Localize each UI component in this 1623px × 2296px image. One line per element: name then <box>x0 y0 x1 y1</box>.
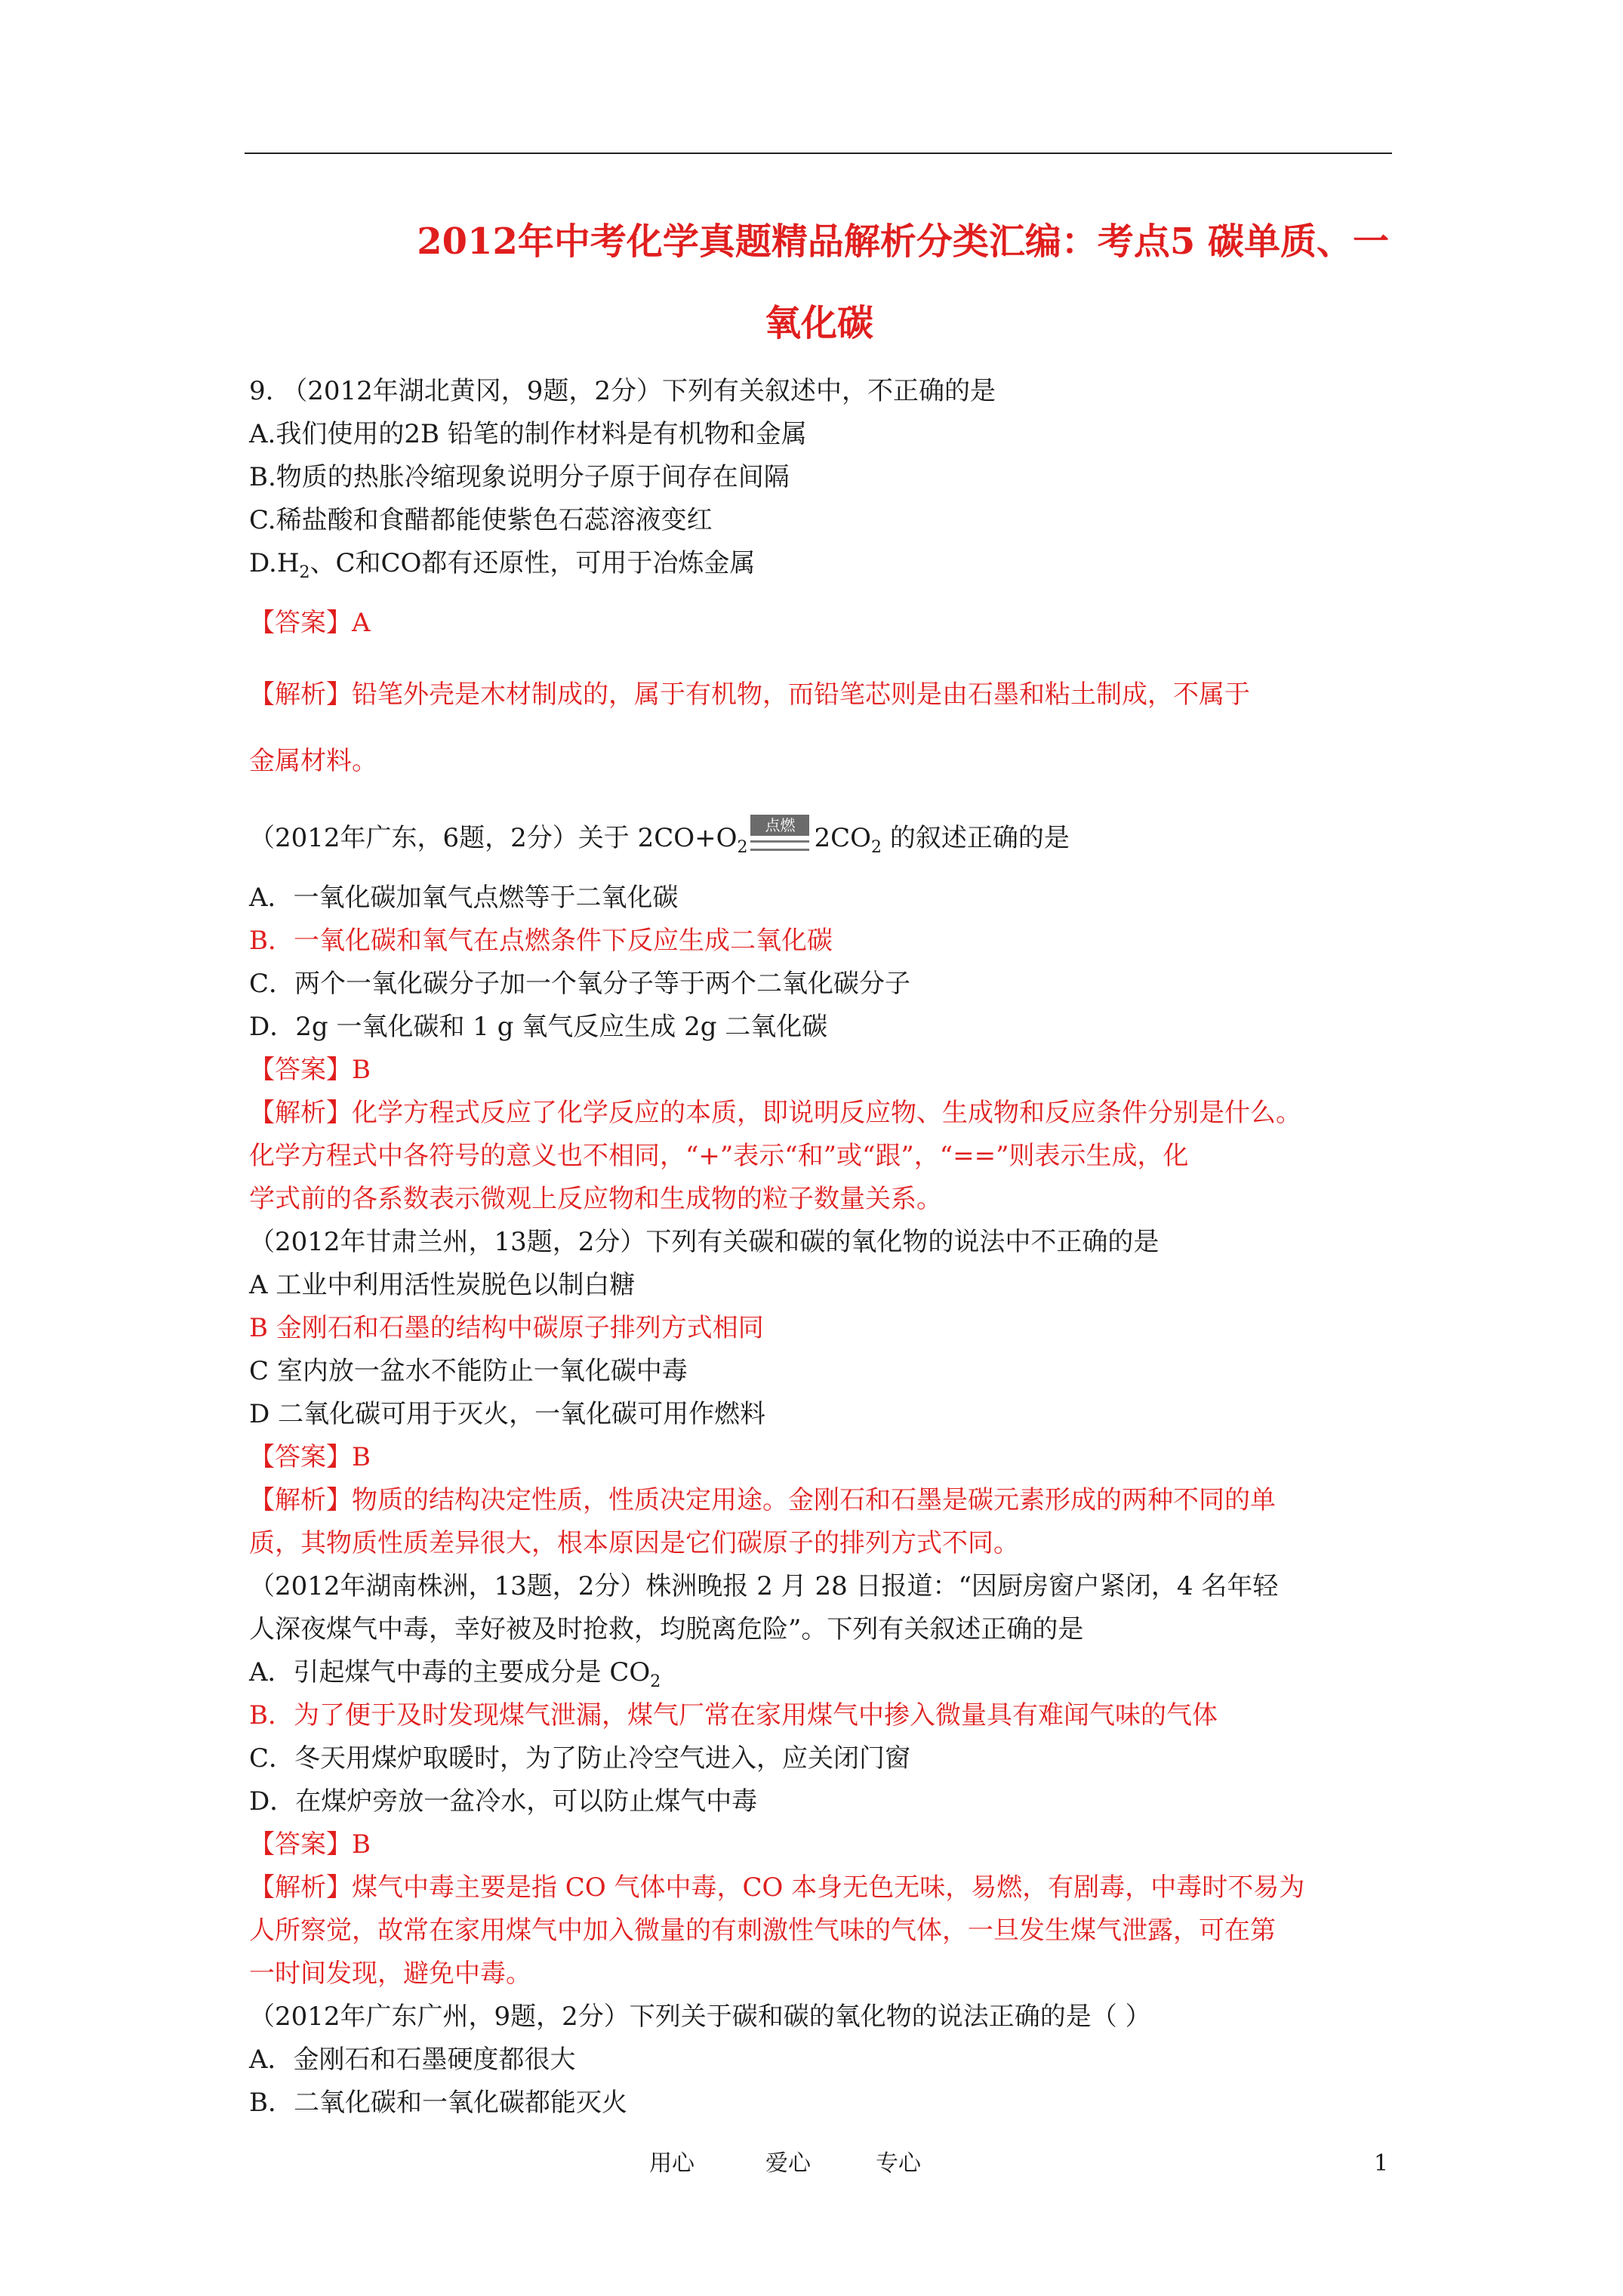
q1-option-c: C.稀盐酸和食醋都能使紫色石蕊溶液变红 <box>249 505 713 535</box>
q3-analysis-2: 质，其物质性质差异很大，根本原因是它们碳原子的排列方式不同。 <box>249 1528 1019 1558</box>
q3-stem: （2012年甘肃兰州，13题，2分）下列有关碳和碳的氧化物的说法中不正确的是 <box>249 1227 1160 1257</box>
q1-option-d: $D.H_2$、C和CO都有还原性，可用于冶炼金属 <box>249 548 756 582</box>
q2-analysis-3: 学式前的各系数表示微观上反应物和生成物的粒子数量关系。 <box>249 1184 942 1214</box>
document-body <box>249 370 1397 2125</box>
q3-option-a: A 工业中利用活性炭脱色以制白糖 <box>249 1270 636 1300</box>
q1-option-a: A.我们使用的2B 铅笔的制作材料是有机物和金属 <box>249 419 807 449</box>
q1-option-b: B.物质的热胀冷缩现象说明分子原于间存在间隔 <box>249 462 790 492</box>
ignition-equals-sign: 点燃 <box>749 821 812 858</box>
q4-analysis-3: 一时间发现，避免中毒。 <box>249 1959 531 1989</box>
q4-answer: 【答案】B <box>249 1829 371 1860</box>
footer-text-right: 专心 <box>876 2150 921 2177</box>
q3-option-c: C 室内放一盆水不能防止一氧化碳中毒 <box>249 1356 688 1386</box>
q2-option-a: A．一氧化碳加氧气点燃等于二氧化碳 <box>249 883 679 913</box>
q5-stem: （2012年广东广州，9题，2分）下列关于碳和碳的氧化物的说法正确的是（ ） <box>249 2002 1151 2032</box>
q4-stem-1: （2012年湖南株洲，13题，2分）株洲晚报 2 月 28 日报道：“因厨房窗户紧闭，4 名年轻 <box>249 1571 1279 1601</box>
q4-analysis-2: 人所察觉，故常在家用煤气中加入微量的有刺激性气味的气体，一旦发生煤气泄露，可在第 <box>249 1915 1276 1946</box>
q4-option-c: C．冬天用煤炉取暖时，为了防止冷空气进入，应关闭门窗 <box>249 1743 911 1774</box>
q1-answer: 【答案】A <box>249 608 371 638</box>
q2-answer: 【答案】B <box>249 1055 371 1085</box>
page-number: 1 <box>1374 2150 1389 2177</box>
q5-option-a: A．金刚石和石墨硬度都很大 <box>249 2045 576 2075</box>
q3-answer: 【答案】B <box>249 1442 371 1472</box>
header-rule <box>245 153 1392 154</box>
q2-option-c: C．两个一氧化碳分子加一个氧分子等于两个二氧化碳分子 <box>249 969 911 999</box>
document-title-line-2: 氧化碳 <box>764 302 873 344</box>
q2-option-b: B．一氧化碳和氧气在点燃条件下反应生成二氧化碳 <box>249 926 833 956</box>
q3-option-b: B 金刚石和石墨的结构中碳原子排列方式相同 <box>249 1313 764 1343</box>
q1-analysis-2: 金属材料。 <box>249 746 377 776</box>
q4-stem-2: 人深夜煤气中毒，幸好被及时抢救，均脱离危险”。下列有关叙述正确的是 <box>249 1614 1084 1644</box>
q3-option-d: D 二氧化碳可用于灭火，一氧化碳可用作燃料 <box>249 1399 766 1429</box>
q2-analysis-2: 化学方程式中各符号的意义也不相同，“+”表示“和”或“跟”，“==”则表示生成，化 <box>249 1141 1189 1171</box>
footer-text-middle: 爱心 <box>765 2150 811 2177</box>
q4-option-b: B．为了便于及时发现煤气泄漏，煤气厂常在家用煤气中掺入微量具有难闻气味的气体 <box>249 1700 1218 1730</box>
q3-analysis-1: 【解析】物质的结构决定性质，性质决定用途。金刚石和石墨是碳元素形成的两种不同的单 <box>249 1485 1276 1515</box>
q2-analysis-1: 【解析】化学方程式反应了化学反应的本质，即说明反应物、生成物和反应条件分别是什么。 <box>249 1098 1301 1128</box>
q1-stem: 9. （2012年湖北黄冈，9题，2分）下列有关叙述中，不正确的是 <box>249 376 996 406</box>
q2-stem: （2012年广东，6题，2分）关于 $2CO+O_2$ 点燃 $2CO_2$ 的叙述正确的是 <box>249 817 1397 860</box>
q5-option-b: B．二氧化碳和一氧化碳都能灭火 <box>249 2088 627 2118</box>
q2-option-d: D．2g 一氧化碳和 1 g 氧气反应生成 2g 二氧化碳 <box>249 1012 828 1042</box>
q4-option-d: D．在煤炉旁放一盆冷水，可以防止煤气中毒 <box>249 1786 758 1817</box>
q4-option-a: A．引起煤气中毒的主要成分是 $CO_2$ <box>249 1657 661 1691</box>
footer-text-left: 用心 <box>649 2150 694 2177</box>
q1-analysis-1: 【解析】铅笔外壳是木材制成的，属于有机物，而铅笔芯则是由石墨和粘土制成，不属于 <box>249 680 1250 710</box>
q4-analysis-1: 【解析】煤气中毒主要是指 CO 气体中毒，CO 本身无色无味，易燃，有剧毒，中毒时不易为 <box>249 1872 1305 1903</box>
document-title-line-1: 2012年中考化学真题精品解析分类汇编：考点5 碳单质、一 <box>417 220 1389 263</box>
